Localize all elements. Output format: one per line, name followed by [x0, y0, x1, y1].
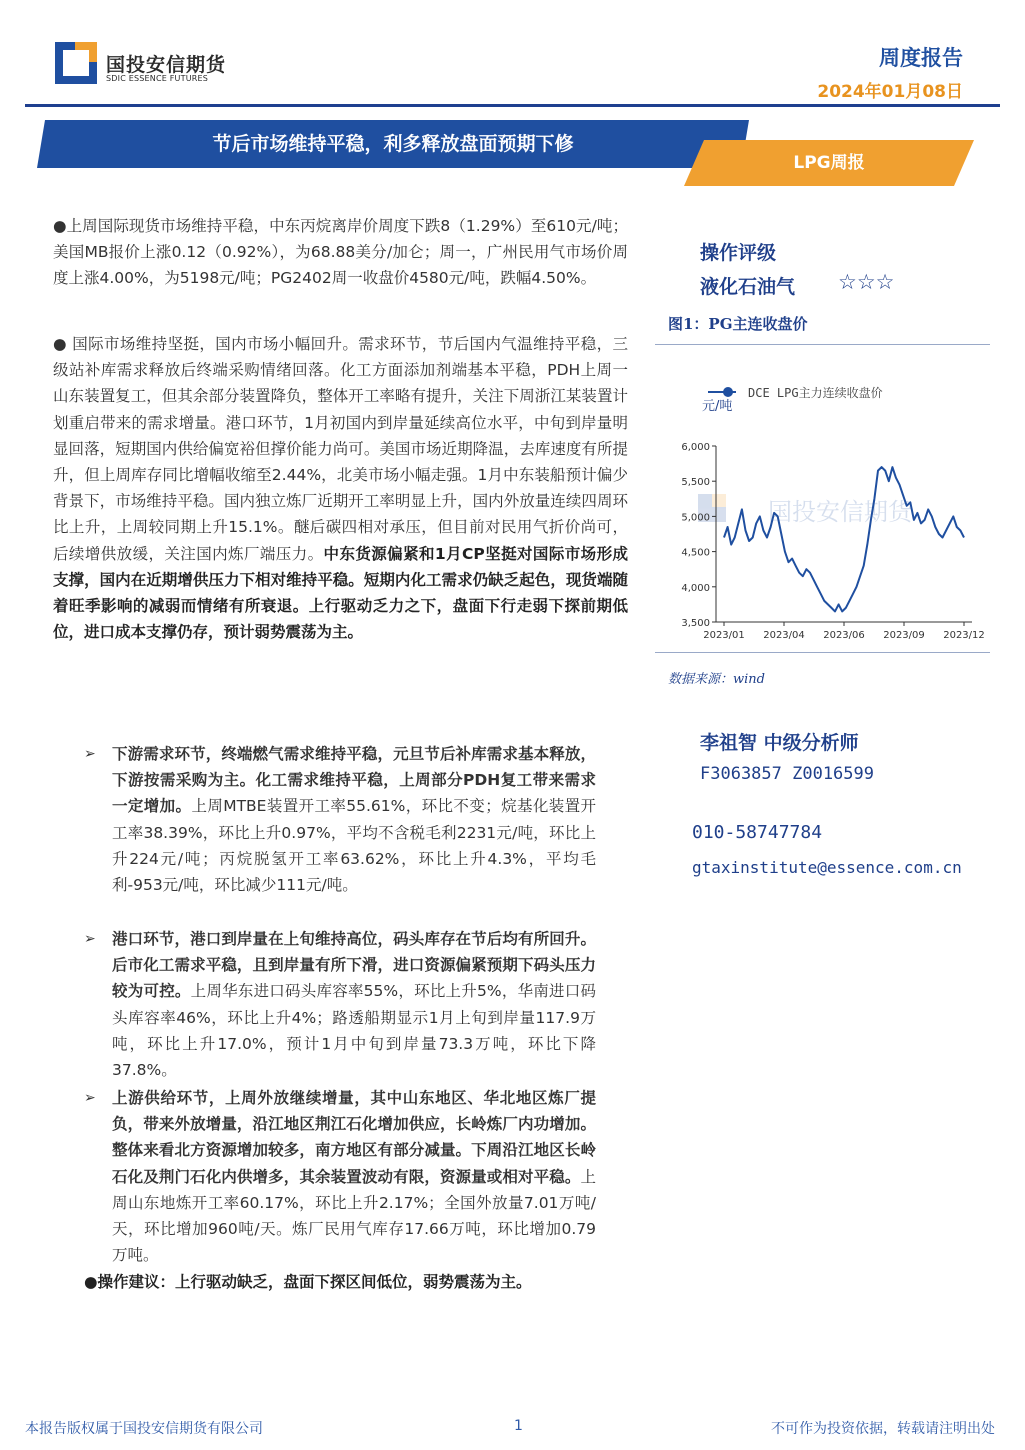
x-tick-label: 2023/06 [823, 630, 865, 641]
company-name-en: SDIC ESSENCE FUTURES [106, 74, 209, 83]
product-tag: LPG周报 [793, 153, 865, 173]
y-tick-label: 5,000 [681, 512, 710, 524]
watermark-logo-accent [712, 494, 726, 507]
x-tick-label: 2023/09 [883, 630, 925, 641]
operation-advice: ●操作建议：上行驱动缺乏，盘面下探区间低位，弱势震荡为主。 [84, 1273, 532, 1291]
watermark-text: 国投安信期货 [768, 498, 912, 526]
bullet-downstream-text: 上周MTBE装置开工率55.61%，环比不变；烷基化装置开工率38.39%，环比上升0.97%，平均不含税毛利2231元/吨，环比上升224元/吨；丙烷脱氢开工率63.62%，环比上升4.3%，平均毛利-953元/吨，环比减少111元/吨。 [112, 797, 596, 895]
arrow-bullet-icon: ➢ [84, 746, 96, 762]
rating-label: 操作评级 [700, 242, 777, 264]
bullet-downstream [84, 741, 596, 898]
figure-top-rule [655, 344, 990, 345]
bullet-port-text: 上周华东进口码头库容率55%，环比上升5%，华南进口码头库容率46%，环比上升4%；路透船期显示1月上旬到岸量117.9万吨，环比上升17.0%，预计1月中旬到岸量73.3万吨，环比下降37.8%。 [112, 982, 596, 1080]
footer-disclaimer: 不可作为投资依据，转载请注明出处 [771, 1421, 995, 1437]
report-title: 节后市场维持平稳，利多释放盘面预期下修 [212, 133, 574, 155]
analyst-license: F3063857 Z0016599 [700, 764, 874, 784]
figure-caption: 图1：PG主连收盘价 [668, 315, 808, 333]
bullet-upstream-bold: 上游供给环节，上周外放继续增量，其中山东地区、华北地区炼厂提负，带来外放增量，沿江地区荆江石化增加供应，长岭炼厂内功增加。整体来看北方资源增加较多，南方地区有部分减量。下周沿江地区长岭石化及荆门石化内供增多，其余装置波动有限，资源量或相对平稳。 [112, 1089, 596, 1186]
arrow-bullet-icon: ➢ [84, 1090, 96, 1106]
footer-copyright: 本报告版权属于国投安信期货有限公司 [25, 1421, 263, 1437]
bullet-upstream-text: 上周山东地炼开工率60.17%，环比上升2.17%；全国外放量7.01万吨/天，环比增加960吨/天。炼厂民用气库存17.66万吨，环比增加0.79万吨。 [112, 1167, 596, 1265]
x-tick-label: 2023/04 [763, 630, 805, 641]
rating-stars-icon: ☆☆☆ [838, 270, 895, 294]
price-chart-svg [660, 372, 990, 652]
x-tick-label: 2023/01 [703, 630, 745, 641]
bullet-upstream [84, 1085, 596, 1268]
y-tick-label: 4,000 [681, 582, 710, 594]
y-tick-label: 6,000 [681, 442, 710, 453]
page-number: 1 [514, 1418, 523, 1434]
figure-source: 数据来源：wind [668, 672, 765, 687]
summary-paragraph-2-conclusion: 中东货源偏紧和1月CP坚挺对国际市场形成支撑，国内在近期增供压力下相对维持平稳。短期内化工需求仍缺乏起色，现货端随着旺季影响的减弱而情绪有所衰退。上行驱动乏力之下，盘面下行走弱下探前期低位，进口成本支撑仍存，预计弱势震荡为主。 [53, 544, 628, 642]
bullet-port-bold: 港口环节，港口到岸量在上旬维持高位，码头库存在节后均有所回升。后市化工需求平稳，且到岸量有所下滑，进口资源偏紧预期下码头压力较为可控。 [112, 930, 596, 1001]
header-divider [25, 104, 1000, 107]
analyst-phone: 010-58747784 [692, 822, 823, 843]
report-date: 2024年01月08日 [817, 82, 963, 102]
x-tick-label: 2023/12 [943, 630, 985, 641]
y-tick-label: 5,500 [681, 477, 710, 489]
company-logo [55, 42, 97, 84]
y-unit-label: 元/吨 [702, 399, 733, 414]
y-tick-label: 3,500 [681, 618, 710, 629]
chart-series [724, 467, 964, 611]
bullet-downstream-bold: 下游需求环节，终端燃气需求维持平稳，元旦节后补库需求基本释放，下游按需采购为主。化工需求维持平稳，上周部分PDH复工带来需求一定增加。 [112, 745, 596, 816]
figure-bottom-rule [655, 652, 990, 653]
report-type: 周度报告 [879, 46, 963, 70]
y-tick-label: 4,500 [681, 547, 710, 559]
company-name-cn: 国投安信期货 [106, 54, 227, 76]
summary-paragraph-2 [53, 331, 628, 645]
chart-axes [681, 442, 984, 641]
arrow-bullet-icon: ➢ [84, 931, 96, 947]
watermark [698, 494, 914, 526]
bullet-port [84, 926, 596, 1083]
series-line [724, 467, 964, 611]
rating-product: 液化石油气 [700, 276, 796, 298]
legend-label: DCE LPG主力连续收盘价 [748, 386, 883, 400]
summary-paragraph-1: ●上周国际现货市场维持平稳，中东丙烷离岸价周度下跌8（1.29%）至610元/吨；美国MB报价上涨0.12（0.92%），为68.88美分/加仑；周一，广州民用气市场价周度上涨4.00%，为5198元/吨；PG2402周一收盘价4580元/吨，跌幅4.50%。 [53, 217, 628, 288]
analyst-email[interactable]: gtaxinstitute@essence.com.cn [692, 858, 962, 877]
summary-paragraph-2-text: ● 国际市场维持坚挺，国内市场小幅回升。需求环节，节后国内气温维持平稳，三级站补库需求释放后终端采购情绪回落。化工方面添加剂端基本平稳，PDH上周一山东装置复工，但其余部分装置降负，整体开工率略有提升，关注下周浙江某装置计划重启带来的需求增量。港口环节，1月初国内到岸量延续高位水平，中旬到岸量明显回落，短期国内供给偏宽裕但撑价能力尚可。美国市场近期降温，去库速度有所提升，但上周库存同比增幅收缩至2.44%，北美市场小幅走强。1月中东装船预计偏少背景下，市场维持平稳。国内独立炼厂近期开工率明显上升，国内外放量连续四周环比上升，上周较同期上升15.1%。醚后碳四相对承压，但目前对民用气折价尚可，后续增供放缓，关注国内炼厂端压力。 [53, 335, 628, 563]
price-chart [660, 372, 990, 652]
legend-marker-icon [723, 387, 733, 397]
analyst-name: 李祖智 中级分析师 [700, 732, 859, 754]
